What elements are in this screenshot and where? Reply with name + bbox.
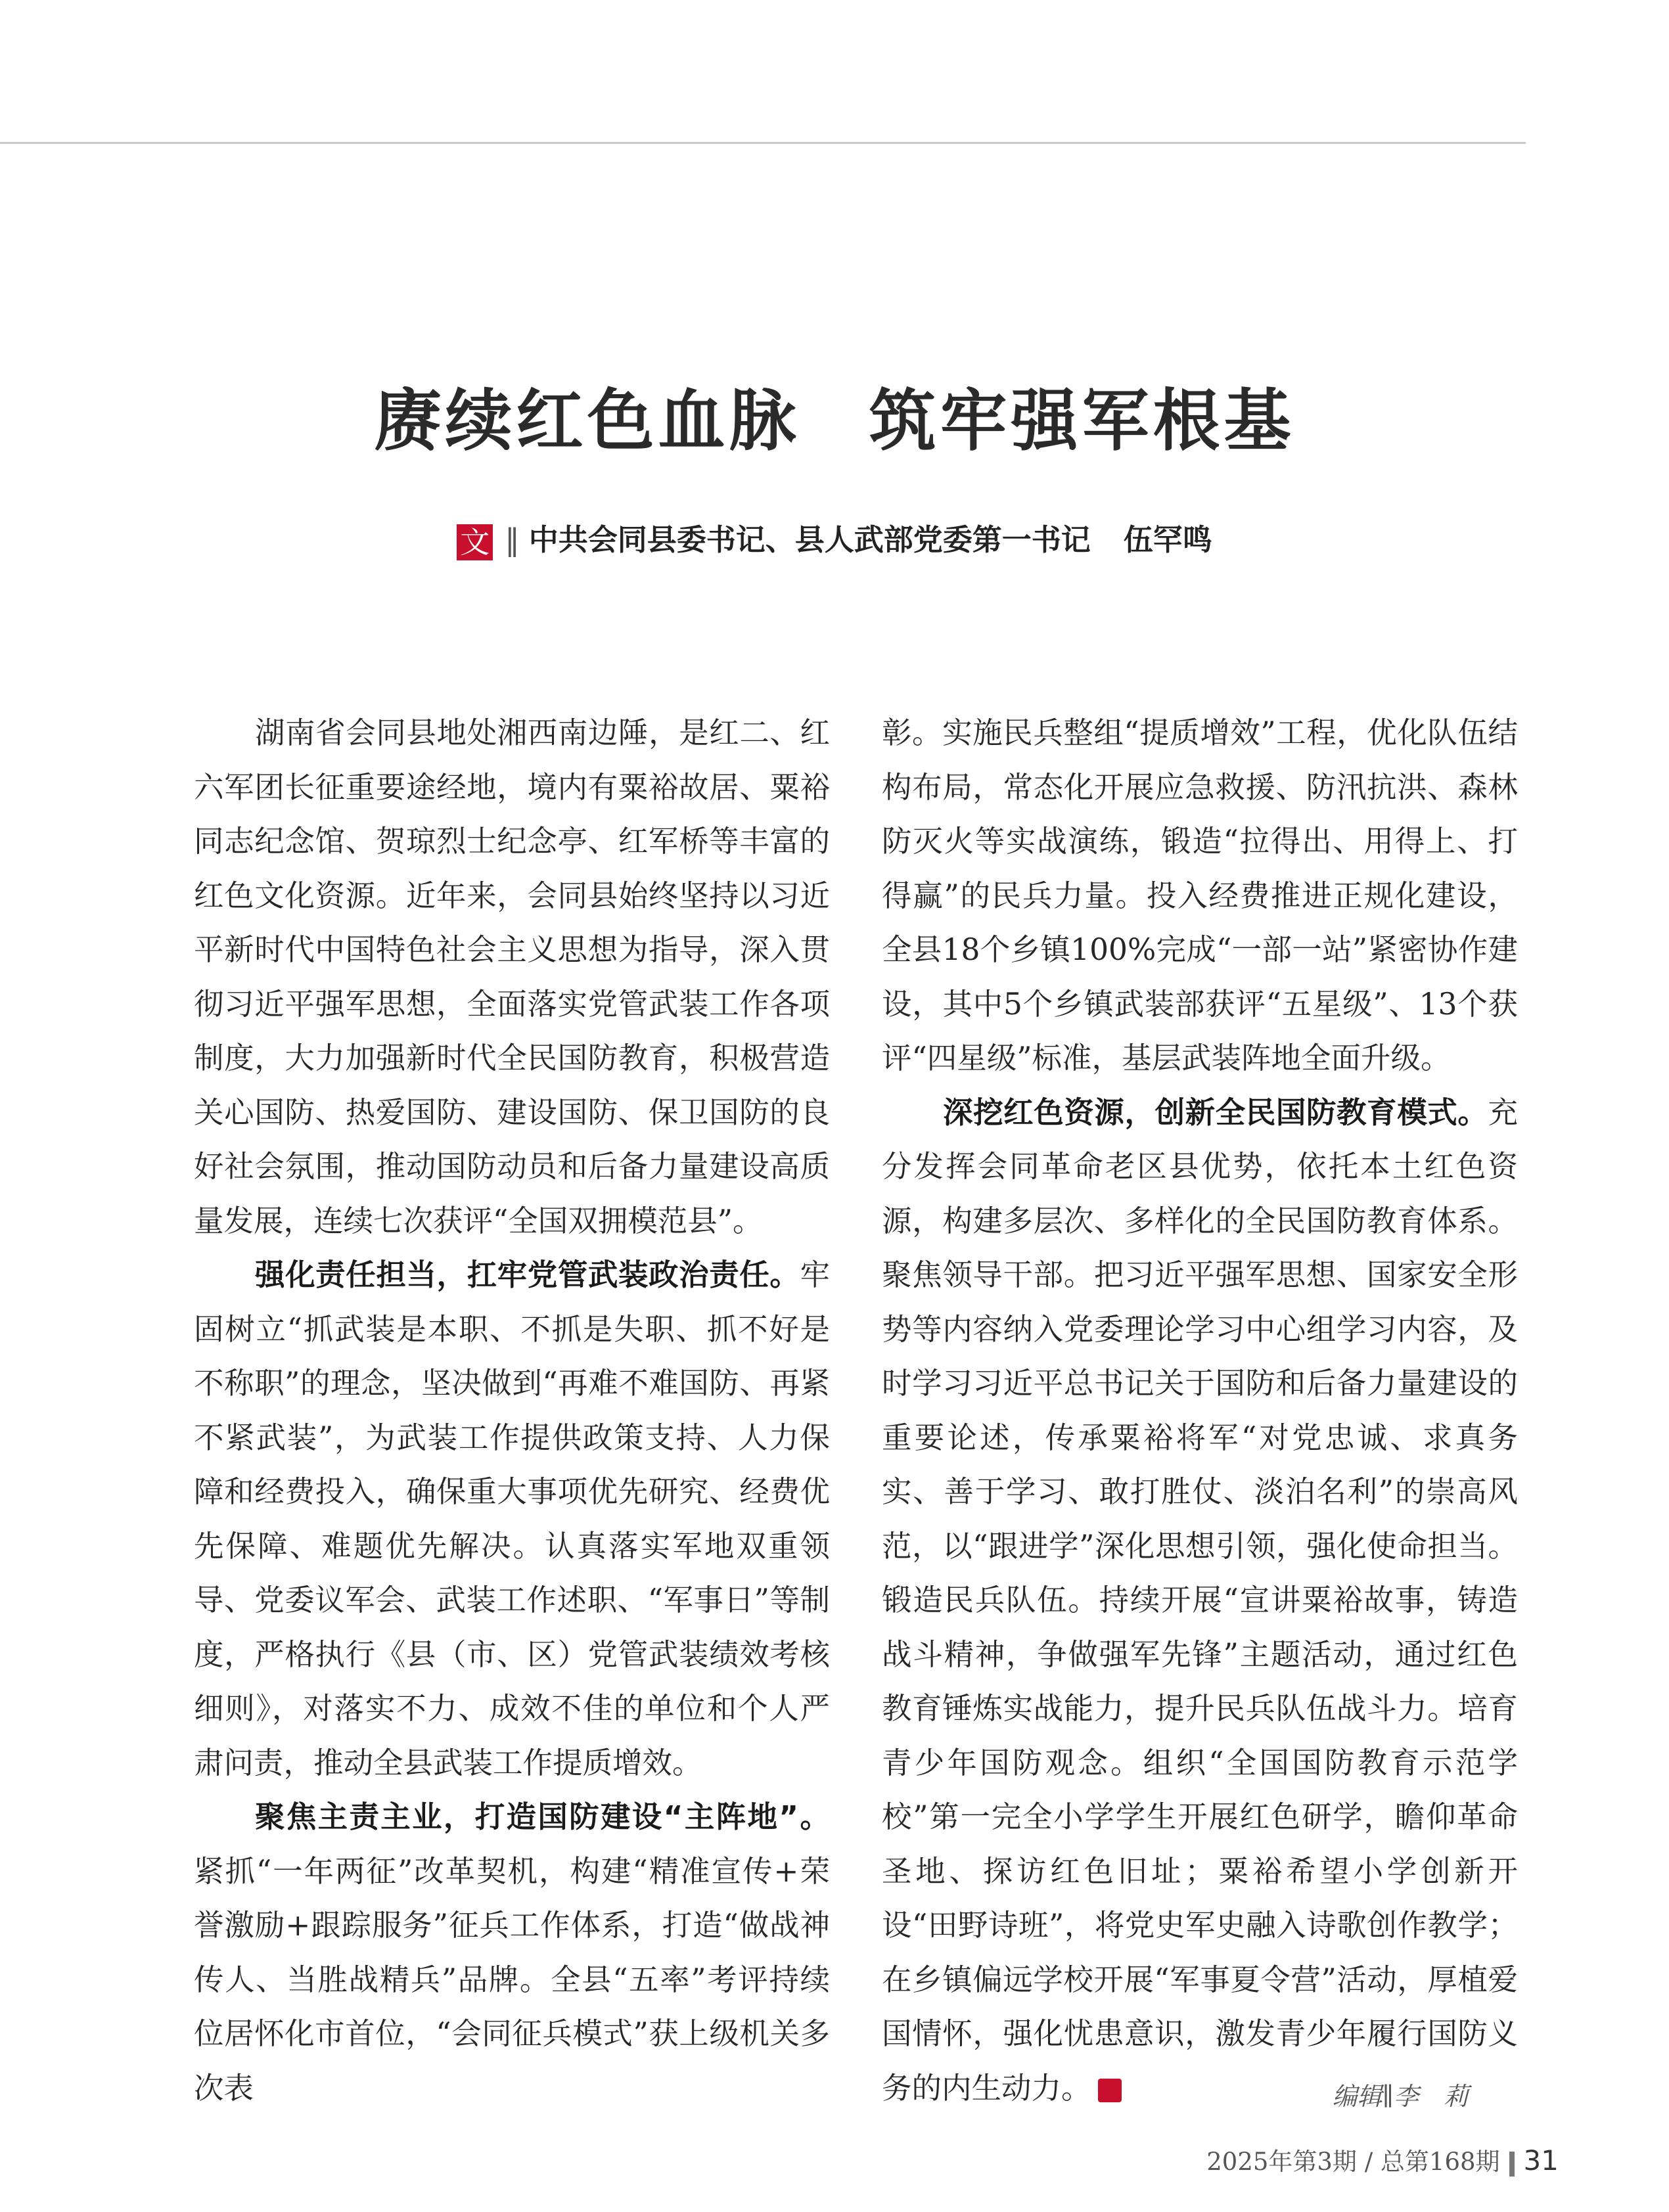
section-body-main-front: 紧抓“一年两征”改革契机，构建“精准宣传+荣誉激励+跟踪服务”征兵工作体系，打造“做战神传人、当胜战精兵”品牌。全县“五率”考评持续位居怀化市首位，“会同征兵模式”获上级机关多次表 [194,1853,830,2106]
title-part-2: 筑牢强军根基 [869,382,1295,461]
title-part-1: 赓续红色血脉 [374,382,800,461]
author-position: 中共会同县委书记、县人武部党委第一书记 [528,522,1091,557]
section-heading-main-front: 聚焦主责主业，打造国防建设“主阵地”。 [255,1799,830,1834]
paragraph-main-front [194,1790,830,2115]
paragraph-red-resources [882,1086,1518,2116]
byline [0,516,1669,560]
top-rule [0,142,1526,144]
paragraph-intro: 湖南省会同县地处湘西南边陲，是红二、红六军团长征重要途经地，境内有粟裕故居、粟裕同志纪念馆、贺琼烈士纪念亭、红军桥等丰富的红色文化资源。近年来，会同县始终坚持以习近平新时代中国特色社会主义思想为指导，深入贯彻习近平强军思想，全面落实党管武装工作各项制度，大力加强新时代全民国防教育，积极营造关心国防、热爱国防、建设国防、保卫国防的良好社会氛围，推动国防动员和后备力量建设高质量发展，连续七次获评“全国双拥模范县”。 [194,715,830,1238]
paragraph-continued: 彰。实施民兵整组“提质增效”工程，优化队伍结构布局，常态化开展应急救援、防汛抗洪、森林防灭火等实战演练，锻造“拉得出、用得上、打得赢”的民兵力量。投入经费推进正规化建设，全县18个乡镇100%完成“一部一站”紧密协作建设，其中5个乡镇武装部获评“五星级”、13个获评“四星级”标准，基层武装阵地全面升级。 [882,715,1518,1075]
article-title [0,368,1669,464]
section-heading-responsibility: 强化责任担当，扛牢党管武装政治责任。 [255,1257,800,1292]
byline-separator: ‖ [505,522,520,557]
end-mark-icon: G [1098,2079,1122,2102]
issue-info: 2025年第3期 / 总第168期 [1206,2148,1500,2176]
page-footer [1206,2142,1559,2177]
section-body-responsibility: 牢固树立“抓武装是本职、不抓是失职、抓不好是不称职”的理念，坚决做到“再难不难国防、再紧不紧武装”，为武装工作提供政策支持、人力保障和经费投入，确保重大事项优先研究、经费优先保障、难题优先解决。认真落实军地双重领导、党委议军会、武装工作述职、“军事日”等制度，严格执行《县（市、区）党管武装绩效考核细则》，对落实不力、成效不佳的单位和个人严肃问责，推动全县武装工作提质增效。 [194,1257,830,1780]
section-body-red-resources: 充分发挥会同革命老区县优势，依托本土红色资源，构建多层次、多样化的全民国防教育体系。聚焦领导干部。把习近平强军思想、国家安全形势等内容纳入党委理论学习中心组学习内容，及时学习习近平总书记关于国防和后备力量建设的重要论述，传承粟裕将军“对党忠诚、求真务实、善于学习、敢打胜仗、淡泊名利”的崇高风范，以“跟进学”深化思想引领，强化使命担当。锻造民兵队伍。持续开展“宣讲粟裕故事，铸造战斗精神，争做强军先锋”主题活动，通过红色教育锤炼实战能力，提升民兵队伍战斗力。培育青少年国防观念。组织“全国国防教育示范学校”第一完全小学学生开展红色研学，瞻仰革命圣地、探访红色旧址；粟裕希望小学创新开设“田野诗班”，将党史军史融入诗歌创作教学；在乡镇偏远学校开展“军事夏令营”活动，厚植爱国情怀，强化忧患意识，激发青少年履行国防义务的内生动力。 [882,1095,1518,2106]
left-column [194,706,830,2115]
page-number: 31 [1523,2144,1559,2177]
right-column [882,706,1518,2115]
paragraph-responsibility [194,1248,830,1790]
section-heading-red-resources: 深挖红色资源，创新全民国防教育模式。 [943,1095,1488,1130]
wen-badge: 文 [457,524,493,560]
footer-divider [1509,2152,1515,2177]
author-name: 伍罕鸣 [1123,522,1212,557]
editor-credit: 编辑∥李 莉 [1332,2082,1469,2111]
